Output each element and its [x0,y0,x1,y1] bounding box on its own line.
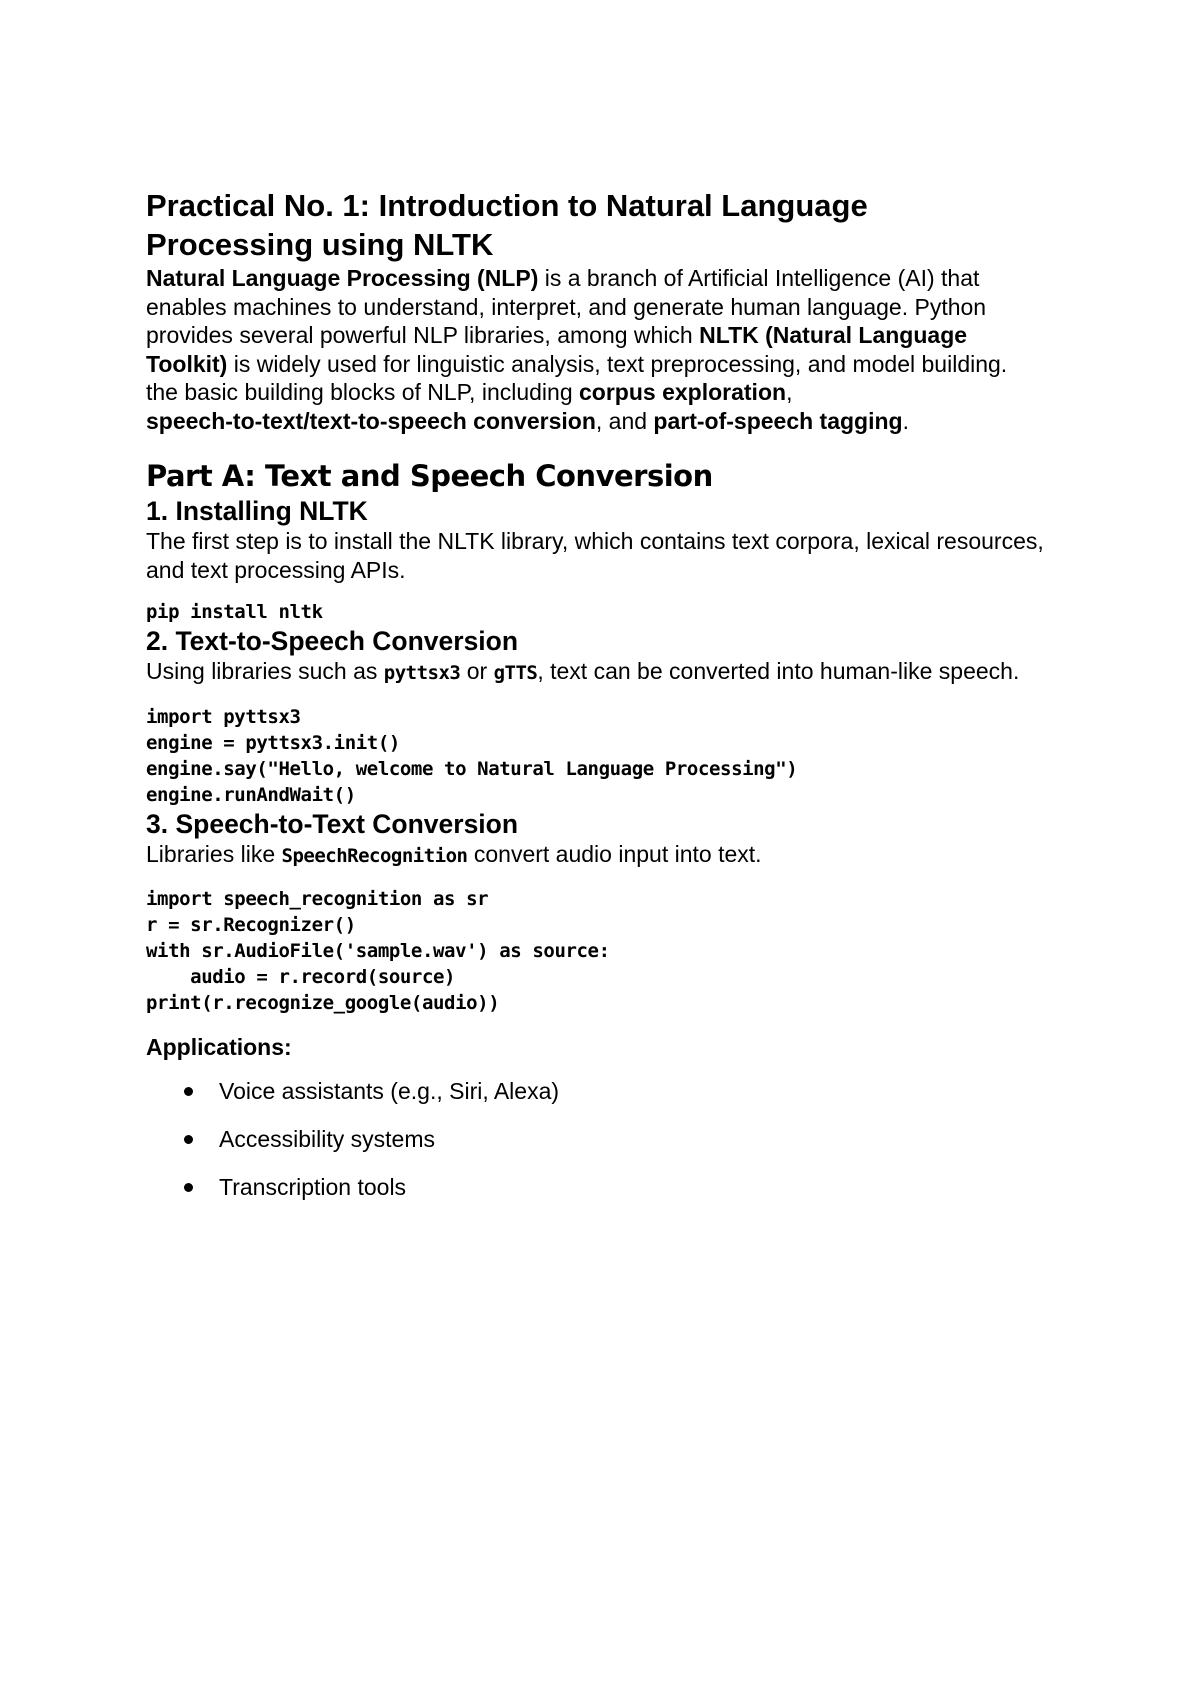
code-line: r = sr.Recognizer() [146,914,356,936]
code-line: engine.runAndWait() [146,783,356,806]
scope-bold-pos: part-of-speech tagging [653,407,903,434]
section-1-code-block [146,599,1046,625]
scope-text-1: the basic building blocks of NLP, including [146,379,580,405]
section-1-heading: 1. Installing NLTK [146,496,368,526]
inline-code-gtts: gTTS [493,662,538,684]
code-line: import speech_recognition as sr [146,888,489,910]
scope-bold-corpus: corpus exploration [579,379,787,405]
intro-text-1: is a branch of Artificial Intelligence (AI) that enables machines to understand, interpret, and generate human language. Python provides several powerful NLP libraries, among which [146,265,987,348]
inline-code-speechrecognition: SpeechRecognition [281,844,468,867]
bullet-icon [184,1183,193,1192]
bullet-icon [184,1087,193,1096]
scope-text-4: . [902,407,909,434]
scope-bold-speech: speech-to-text/text-to-speech conversion [146,407,596,434]
bullet-icon [184,1135,193,1144]
scope-paragraph [146,378,1046,435]
section-2-code-block [146,704,1046,808]
intro-paragraph [146,264,1046,378]
list-item-label: Accessibility systems [219,1126,435,1152]
code-line: engine = pyttsx3.init() [146,731,400,754]
section-3-text-1: Libraries like [146,840,282,867]
section-2-text [146,657,1046,688]
title-line-2: Processing using NLTK [146,227,494,262]
section-2-text-1: Using libraries such as [146,658,384,684]
code-line: import pyttsx3 [146,705,301,728]
part-a-heading: Part A: Text and Speech Conversion [146,459,713,493]
list-item-label: Transcription tools [219,1174,407,1200]
section-2-heading: 2. Text-to-Speech Conversion [146,626,519,656]
title-line-1: Practical No. 1: Introduction to Natural Language [146,188,868,223]
document-page [146,186,1046,1221]
applications-heading: Applications: [146,1034,292,1060]
list-item [146,1077,1046,1105]
applications-list [146,1077,1046,1201]
scope-text-3: , and [595,407,654,434]
section-2-text-3: , text can be converted into human-like speech. [537,658,1020,684]
list-item [146,1125,1046,1153]
intro-text-2: is widely used for linguistic analysis, text preprocessing, and model building. [227,350,1008,377]
list-item [146,1173,1046,1201]
section-1-text: The first step is to install the NLTK library, which contains text corpora, lexical resources, and text processing APIs. [146,528,1044,583]
inline-code-pyttsx3: pyttsx3 [383,662,461,684]
code-line: pip install nltk [146,601,323,623]
section-3-heading: 3. Speech-to-Text Conversion [146,808,519,839]
section-3-text-2: convert audio input into text. [467,840,762,867]
page-title [146,186,1046,264]
list-item-label: Voice assistants (e.g., Siri, Alexa) [219,1078,560,1104]
section-3-text [146,840,1046,871]
code-line: engine.say("Hello, welcome to Natural Language Processing") [146,757,798,780]
code-line: with sr.AudioFile('sample.wav') as source: [146,940,610,962]
code-line: print(r.recognize_google(audio)) [146,992,500,1014]
code-line: audio = r.record(source) [146,966,456,988]
section-3-code-block [146,886,1046,1016]
intro-bold-nlp: Natural Language Processing (NLP) [146,265,539,291]
scope-text-2: , [786,379,793,405]
intro-bold-nltk: NLTK (Natural Language Toolkit) [146,322,968,377]
section-2-text-2: or [460,658,494,684]
